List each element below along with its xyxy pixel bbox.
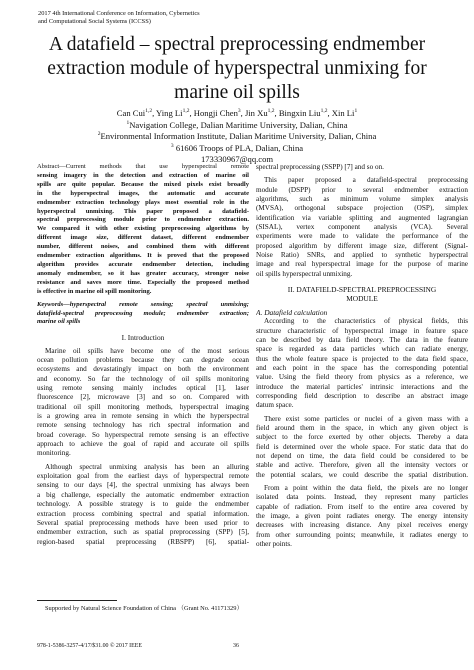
paper-title	[20, 33, 454, 105]
text-line: not depend on time, the data field could be considered to be	[256, 451, 468, 460]
text-line: Several spatial preprocessing methods have been used prior to	[37, 518, 249, 527]
title-line-3: marine oil spills	[174, 82, 300, 103]
text-line: sensing imagery in the detection and extraction of marine oil	[37, 171, 249, 179]
text-line: approach to achieve the goal of rapid and accurate oil spills	[37, 440, 249, 449]
text-line: thus the whole feature space is projected to the data field space,	[256, 354, 468, 363]
text-line: technology. A possible strategy is to guide the endmember	[37, 500, 249, 509]
text-line: in the hyperspectral images, the automatic and accurate	[37, 189, 249, 197]
text-line: endmember extraction algorithms. It is proved that the proposed	[37, 252, 249, 260]
text-line: a big challenge, especially the automatic endmember extraction	[37, 490, 249, 499]
text-line: region-based spatial preprocessing (RBSPP) [6], spatial-	[37, 537, 249, 546]
text-line: Although spectral unmixing analysis has been an alluring	[45, 462, 249, 471]
text-line: Noise Ratio) SNRs, and applied to synthetic hyperspectral	[256, 251, 468, 260]
text-line: value. Using the field theory from physics as a reference, we	[256, 373, 468, 382]
text-line: broad coverage. So hyperspectral remote sensing is an effective	[37, 430, 249, 439]
text-line: field is determined over the whole space. For static data that do	[256, 442, 468, 451]
text-line: remote sensing technology has rich spectral information and	[37, 421, 249, 430]
text-line: isolated data points. Instead, they represent many particles	[256, 493, 468, 502]
text-line: oil spills hyperspectral unmixing.	[256, 269, 353, 278]
text-line: using remote sensing mainly includes optical [1], laser	[37, 384, 249, 393]
text-line: module (DSPP) prior to several endmember extraction	[256, 185, 468, 194]
affiliation-2: $^2$Environmental Information Institute, Dalian Maritime University, Dalian, China	[97, 131, 377, 141]
text-line: marine oil spills	[37, 318, 81, 326]
right-column	[256, 163, 468, 549]
text-line: space is regarded as data particles which can radiate energy,	[256, 345, 468, 354]
title-line-1: A datafield – spectral preprocessing endmember	[48, 34, 426, 55]
text-line: datum space.	[256, 401, 294, 410]
text-line: I. Introduction	[121, 333, 165, 343]
text-line: identification via variable splitting and augmented lagrangian	[256, 213, 468, 222]
conference-line-2: and Computational Social Systems (ICCSS)	[38, 18, 151, 25]
text-line: the potential scalars, we could describe the spatial distribution.	[256, 470, 468, 479]
text-line: subject to the force exerted by other objects. Thereby a data	[256, 433, 468, 442]
text-line: proposed algorithm by different image size, different (Signal-	[256, 241, 468, 250]
title-line-2: extraction module of hyperspectral unmixing for	[47, 58, 427, 79]
text-line: decreases with increasing distance. Any pixel receives energy	[256, 521, 468, 530]
text-line: spectral preprocessing module prior to endmember extraction.	[37, 216, 249, 224]
text-line: structure characteristic of hyperspectral image in feature space	[256, 326, 468, 335]
text-line: algorithms, such as minimum volume simplex analysis	[256, 195, 468, 204]
author-email: 173330967@qq.com	[200, 154, 274, 164]
text-line: Abstract—Current methods that use hyperspectral remote	[37, 163, 249, 170]
text-line: different image size, different dataset, different endmember	[37, 234, 249, 242]
text-line: the image, a given point radiates energy. The energy intensity	[256, 512, 468, 521]
text-line: other points.	[256, 540, 292, 549]
text-line: According to the characteristics of physical fields, this	[264, 317, 468, 326]
text-line: spills are quite popular. Because the mixed pixels exist broadly	[37, 180, 249, 188]
text-line: algorithm provides accurate endmember detection, including	[37, 260, 249, 268]
conference-header	[38, 10, 238, 26]
text-line: II. DATAFIELD-SPECTRAL PREPROCESSING	[287, 285, 437, 295]
conference-line-1: 2017 4th International Conference on Information, Cybernetics	[38, 10, 200, 17]
text-line: endmember extraction technology plays most essential role in the	[37, 198, 249, 206]
text-line: From a point within the data field, the pixels are no longer	[264, 484, 468, 492]
text-line: exploitation goal from the earliest days of hyperspectral remote	[37, 472, 249, 481]
text-line: spectral preprocessing (SSPP) [7] and so on.	[256, 163, 384, 171]
text-line: Marine oil spills have become one of the most serious	[45, 346, 249, 355]
text-line: Keywords—hyperspectral remote sensing; spectral unmixing;	[37, 300, 249, 308]
left-column	[37, 163, 249, 547]
text-line: sensing to our days [4], the spectral unmixing has always been	[37, 481, 249, 490]
text-line: We compared it with other existing preprocessing algorithms by	[37, 225, 249, 233]
text-line: corresponding field description to describe an abstract image	[256, 391, 468, 400]
text-line: ecosystems and devastatingly impact on both the environment	[37, 365, 249, 374]
text-line: from other surrounding points; meanwhile, it radiates energy to	[256, 530, 468, 539]
author-block	[37, 108, 437, 166]
footnote-rule	[37, 600, 117, 601]
text-line: (SISAL), vertex component analysis (VCA). Several	[256, 223, 468, 232]
text-line: datafield-spectral preprocessing module; endmember extraction;	[37, 309, 249, 317]
text-line: number, different noises, and combined them with different	[37, 243, 249, 251]
text-line: (MVSA), orthogonal subspace projection (OSP), simplex	[256, 204, 468, 213]
affiliation-3: $^3$ 61606 Troops of PLA, Dalian, China	[170, 142, 304, 153]
text-line: ocean pollution problems because they can degrade ocean	[37, 356, 249, 364]
text-line: endmember extraction, such as spatial preprocessing (SPP) [5],	[37, 528, 249, 537]
text-line: There exist some particles or nuclei of a given mass with a	[264, 414, 468, 423]
text-line: fluorescence [2], microwave [3] and so on. Compared with	[37, 393, 249, 402]
text-line: A. Datafield calculation	[256, 307, 328, 317]
text-line: resistance and saves more time. Especially the proposed method	[37, 278, 249, 286]
text-line: and economy. So far the technology of oil spills monitoring	[37, 374, 249, 383]
text-line: hyperspectral unmixing. This paper proposed a datafield-	[37, 207, 249, 215]
affiliation-1: $^1$Navigation College, Dalian Maritime University, Dalian, China	[126, 119, 348, 130]
text-line: experiments were made to validate the performance of the	[256, 232, 468, 241]
funding-footnote: Supported by Natural Science Foundation of China （Grant No. 41171329）	[45, 605, 243, 612]
text-line: anomaly endmember, so it has greater accuracy, stronger noise	[37, 269, 249, 277]
text-line: field around them in the space, in which any given object is	[256, 423, 468, 432]
text-line: capable of radiation. From itself to the entire area covered by	[256, 502, 468, 511]
text-line: is effective in marine oil spill monitoring.	[37, 287, 152, 295]
text-line: and each point in the space has the corresponding potential	[256, 363, 468, 372]
text-line: image and real hyperspectral image for the purpose of marine	[256, 260, 468, 269]
page-number: 36	[233, 643, 239, 649]
text-line: This paper proposed a datafield-spectral preprocessing	[264, 176, 468, 185]
text-line: MODULE	[346, 294, 378, 304]
text-line: extraction process combining spectral and spatial information.	[37, 509, 249, 518]
text-line: is a growing area in remote sensing in which the hyperspectral	[37, 412, 249, 421]
text-line: monitoring.	[37, 449, 71, 458]
text-line: traditional oil spill monitoring methods, hyperspectral imaging	[37, 402, 249, 411]
author-names: Can Cui$^{1,2}$, Ying Li$^{1,2}$, Hongji Chen$^3$, Jin Xu$^{1,2}$, Bingxin Liu$^{1,2}$, Xin Li$^1$	[116, 108, 358, 118]
copyright-line: 978-1-5386-3257-4/17/$31.00 © 2017 IEEE	[37, 643, 142, 649]
text-line: introduce the material particles' intrinsic interactions and the	[256, 382, 468, 391]
text-line: can be described by data field theory. The data in the feature	[256, 335, 468, 344]
text-line: stable and active. Therefore, given all the intensity vectors or	[256, 461, 468, 470]
